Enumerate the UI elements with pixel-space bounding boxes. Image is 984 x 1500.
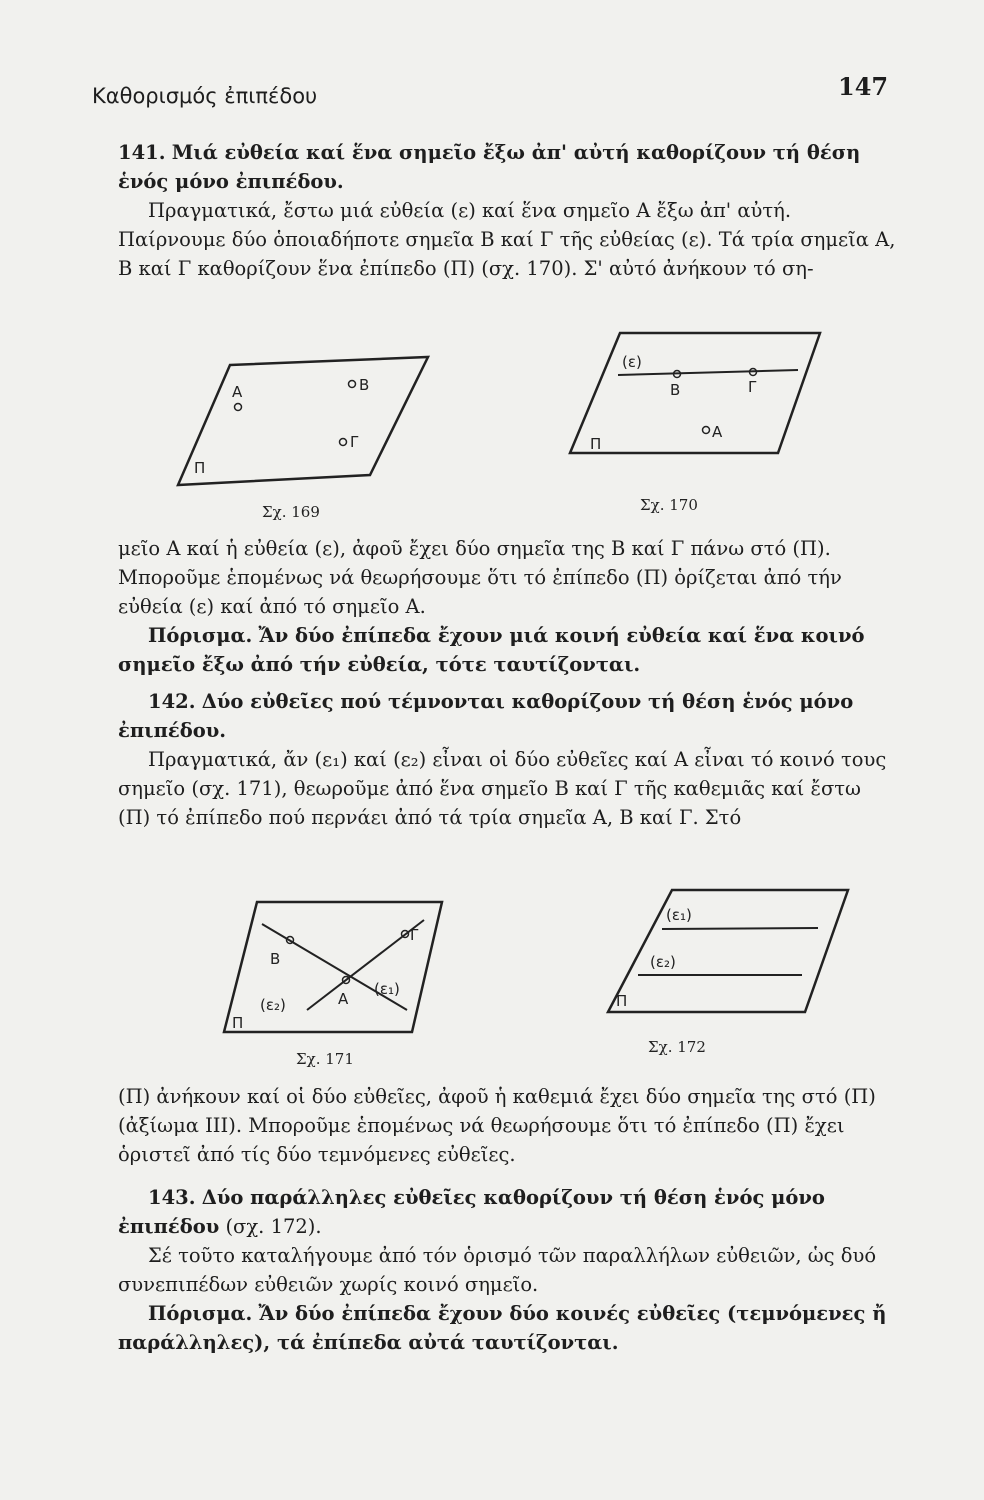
point-label-b: Β (670, 381, 681, 399)
section-142-heading (118, 687, 898, 745)
running-header: Καθορισμός ἐπιπέδου (92, 84, 318, 108)
point-label-a: Α (712, 423, 723, 441)
paragraph: (Π) ἀνήκουν καί οἱ δύο εὐθεῖες, ἀφοῦ ἡ καθεμιά ἔχει δύο σημεῖα της στό (Π) (ἀξίωμα ΙΙΙ). Μποροῦμε ἑπομένως νά θεωρήσουμε ὅτι τό ἐπίπεδο (Π) ἔχει ὁριστεῖ ἀπό τίς δύο τεμνόμενες εὐθεῖες. (118, 1085, 876, 1166)
point-label-c: Γ (748, 378, 757, 396)
section-number: 142. (148, 690, 196, 713)
plane-label: Π (616, 992, 628, 1010)
point-label-b: Β (359, 376, 370, 394)
paragraph: Πραγματικά, ἄν (ε₁) καί (ε₂) εἶναι οἱ δύο εὐθεῖες καί Α εἶναι τό κοινό τους σημεῖο (σχ. 171), θεωροῦμε ἀπό ἕνα σημεῖο Β καί Γ τῆς καθεμιᾶς καί ἔστω (Π) τό ἐπίπεδο πού περνάει ἀπό τά τρία σημεῖα Α, Β καί Γ. Στό (118, 748, 887, 829)
line2-label: (ε₂) (260, 996, 286, 1014)
paragraph: Σέ τοῦτο καταλήγουμε ἀπό τόν ὁρισμό τῶν παραλλήλων εὐθειῶν, ὡς δυό συνεπιπέδων εὐθειῶν χωρίς κοινό σημεῖο. (118, 1244, 877, 1296)
heading-text: Δύο εὐθεῖες πού τέμνονται καθορίζουν τή θέση ἑνός μόνο ἐπιπέδου. (118, 690, 854, 742)
line2-label: (ε₂) (650, 953, 676, 971)
line-label: (ε) (622, 353, 642, 371)
section-143-heading (118, 1183, 898, 1241)
page-number: 147 (838, 72, 889, 101)
corollary-label: Πόρισμα. (148, 624, 253, 647)
section-141-top (118, 138, 898, 283)
line1-label: (ε₁) (374, 980, 400, 998)
point-label-a: Α (232, 383, 243, 401)
point-c (340, 439, 347, 446)
heading-text: Δύο παράλληλες εὐθεῖες καθορίζουν τή θέση ἑνός μόνο ἐπιπέδου (118, 1186, 825, 1238)
line-e (618, 370, 798, 375)
figure-171 (222, 882, 462, 1072)
section-number: 141. (118, 141, 166, 164)
figure-caption: Σχ. 171 (296, 1050, 354, 1068)
corollary (118, 1299, 898, 1357)
figure-caption: Σχ. 169 (262, 503, 320, 521)
section-141-heading (118, 138, 898, 196)
line-e1 (662, 928, 818, 929)
section-141-bottom (118, 534, 898, 832)
point-a (235, 404, 242, 411)
corollary (118, 621, 898, 679)
point-label-b: Β (270, 950, 281, 968)
section-number: 143. (148, 1186, 196, 1209)
line-e1 (307, 920, 424, 1010)
figure-caption: Σχ. 170 (640, 496, 698, 514)
figure-169 (170, 345, 440, 525)
plane-polygon (608, 890, 848, 1012)
plane-polygon (570, 333, 820, 453)
corollary-label: Πόρισμα. (148, 1302, 253, 1325)
plane-label: Π (194, 459, 206, 477)
point-label-c: Γ (410, 926, 419, 944)
corollary-text: Ἄν δύο ἐπίπεδα ἔχουν δύο κοινές εὐθεῖες (τεμνόμενες ἤ παράλληλες), τά ἐπίπεδα αὐτά ταυτίζονται. (118, 1302, 887, 1354)
point-a (703, 427, 710, 434)
plane-label: Π (232, 1014, 244, 1032)
point-label-a: Α (338, 990, 349, 1008)
line1-label: (ε₁) (666, 906, 692, 924)
figure-caption: Σχ. 172 (648, 1038, 706, 1056)
point-label-c: Γ (350, 433, 359, 451)
paragraph: Πραγματικά, ἔστω μιά εὐθεία (ε) καί ἕνα σημεῖο Α ἔξω ἀπ' αὐτή. Παίρνουμε δύο ὁποιαδήποτε σημεῖα Β καί Γ τῆς εὐθείας (ε). Τά τρία σημεῖα Α, Β καί Γ καθορίζουν ἕνα ἐπίπεδο (Π) (σχ. 170). Σ' αὐτό ἀνήκουν τό ση- (118, 199, 896, 280)
corollary-text: Ἄν δύο ἐπίπεδα ἔχουν μιά κοινή εὐθεία καί ἕνα κοινό σημεῖο ἔξω ἀπό τήν εὐθεία, τότε ταυτίζονται. (118, 624, 865, 676)
figure-170 (560, 325, 840, 515)
section-142-bottom (118, 1082, 898, 1357)
figure-172 (600, 882, 860, 1072)
heading-tail: (σχ. 172). (225, 1215, 322, 1238)
heading-text: Μιά εὐθεία καί ἕνα σημεῖο ἔξω ἀπ' αὐτή καθορίζουν τή θέση ἑνός μόνο ἐπιπέδου. (118, 141, 861, 193)
plane-polygon (178, 357, 428, 485)
point-b (349, 381, 356, 388)
plane-label: Π (590, 435, 602, 453)
paragraph: μεῖο Α καί ἡ εὐθεία (ε), ἀφοῦ ἔχει δύο σημεῖα της Β καί Γ πάνω στό (Π). Μποροῦμε ἑπομένως νά θεωρήσουμε ὅτι τό ἐπίπεδο (Π) ὁρίζεται ἀπό τήν εὐθεία (ε) καί ἀπό τό σημεῖο Α. (118, 537, 842, 618)
